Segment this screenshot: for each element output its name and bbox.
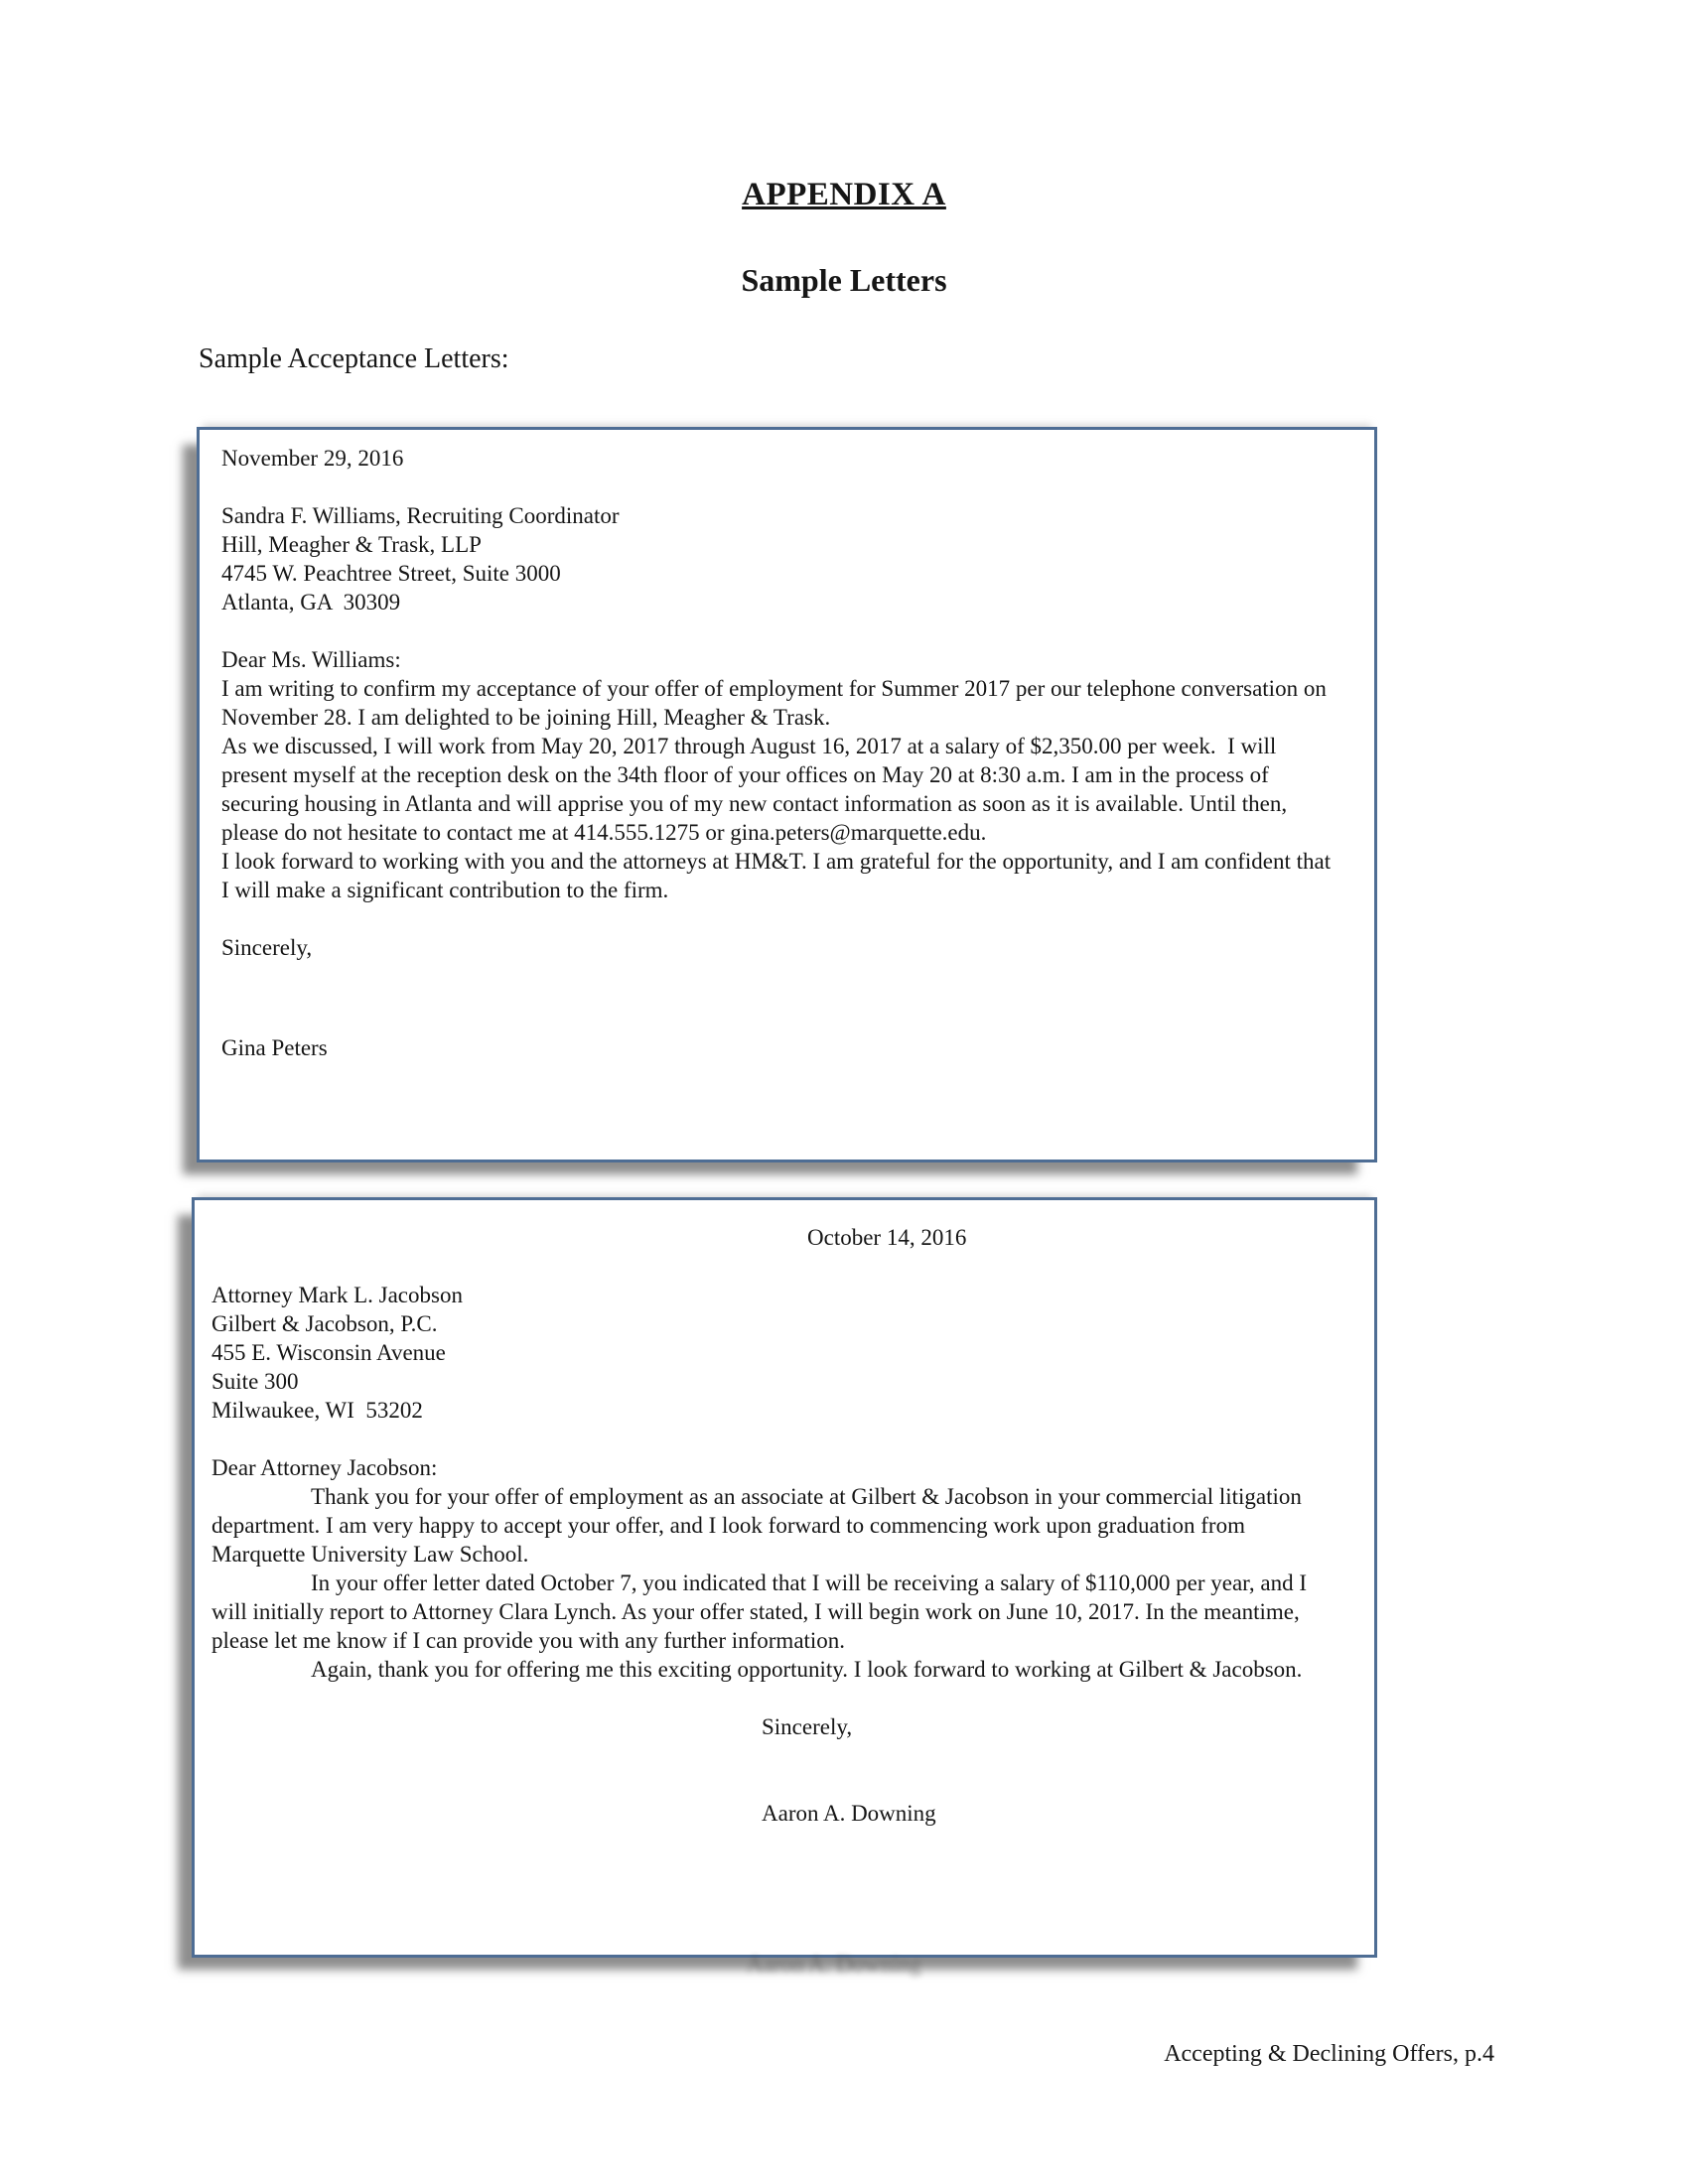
recipient-line: Atlanta, GA 30309 [221,590,401,614]
recipient-line: Gilbert & Jacobson, P.C. [211,1311,438,1336]
acceptance-letter-1 [197,427,1377,1162]
letter1-closing: Sincerely, [221,935,313,960]
recipient-line: Milwaukee, WI 53202 [211,1398,423,1423]
recipient-line: Hill, Meagher & Trask, LLP [221,532,482,557]
letter2-closing: Sincerely, [762,1714,853,1739]
page-subtitle: Sample Letters [741,262,947,298]
letter1-recipient-address [221,501,1336,616]
letter1-paragraph: I am writing to confirm my acceptance of your offer of employment for Summer 2017 per our telephone conversation on November 28. I am delighted to be joining Hill, Meagher & Trask. [221,676,1333,730]
section-label: Sample Acceptance Letters: [199,343,509,374]
letter1-paragraph: As we discussed, I will work from May 20, 2017 through August 16, 2017 at a salary of $2,350.00 per week. I will present myself at the reception desk on the 34th floor of your offices on May 20 at 8:30 a.m. I am in the process of securing housing in Atlanta and will apprise you of my new contact information as soon as it is available. Until then, please do not hesitate to contact me at 414.555.1275 or gina.peters@marquette.edu. [221,734,1293,845]
acceptance-letter-2 [192,1197,1377,1958]
letter2-recipient-address [211,1281,1335,1425]
letter2-paragraph: Again, thank you for offering me this exciting opportunity. I look forward to working at Gilbert & Jacobson. [311,1657,1303,1682]
recipient-line: 455 E. Wisconsin Avenue [211,1340,446,1365]
letter1-paragraph: I look forward to working with you and the attorneys at HM&T. I am grateful for the opportunity, and I am confident that I will make a significant contribution to the firm. [221,849,1336,902]
recipient-line: Sandra F. Williams, Recruiting Coordinator [221,503,620,528]
letter1-salutation: Dear Ms. Williams: [221,647,401,672]
page-footer: Accepting & Declining Offers, p.4 [1164,2041,1494,2067]
letter2-paragraph: In your offer letter dated October 7, you indicated that I will be receiving a salary of $110,000 per year, and I will initially report to Attorney Clara Lynch. As your offer stated, I will begin work on June 10, 2017. In the meantime, please let me know if I can provide you with any further information. [211,1570,1313,1653]
scan-ghost-signature: Aaron A. Downing [747,1952,921,1977]
letter2-signature: Aaron A. Downing [762,1801,936,1826]
letter2-paragraph: Thank you for your offer of employment as an associate at Gilbert & Jacobson in your commercial litigation department. I am very happy to accept your offer, and I look forward to commencing work upon graduation from Marquette University Law School. [211,1484,1308,1567]
recipient-line: 4745 W. Peachtree Street, Suite 3000 [221,561,561,586]
appendix-title: APPENDIX A [742,177,946,212]
letter1-date: November 29, 2016 [221,446,404,471]
recipient-line: Suite 300 [211,1369,299,1394]
letter2-salutation: Dear Attorney Jacobson: [211,1455,438,1480]
recipient-line: Attorney Mark L. Jacobson [211,1283,463,1307]
letter1-signature: Gina Peters [221,1035,328,1060]
letter2-date: October 14, 2016 [807,1225,967,1250]
